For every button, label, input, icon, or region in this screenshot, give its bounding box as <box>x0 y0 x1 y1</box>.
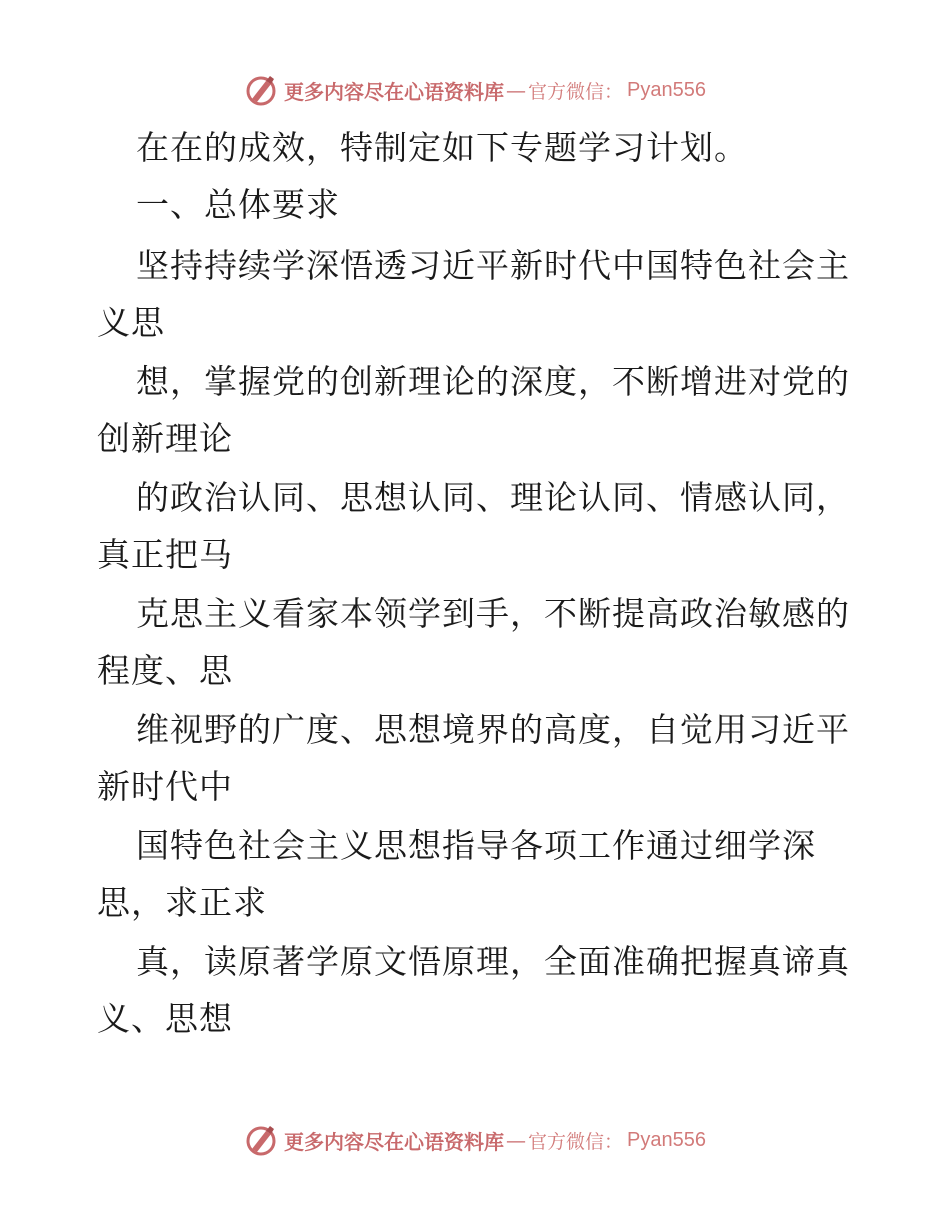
body-line: 维视野的广度、思想境界的高度，自觉用习近平 <box>136 710 850 749</box>
banner-separator: — <box>506 78 526 102</box>
body-line: 在在的成效，特制定如下专题学习计划。 <box>136 128 748 167</box>
section-heading: 一、总体要求 <box>136 185 340 224</box>
banner-wechat-id: Pyan556 <box>627 78 706 101</box>
banner-brand-text: 更多内容尽在心语资料库 <box>284 79 504 104</box>
banner-separator: — <box>506 1128 526 1152</box>
header-banner <box>0 70 950 110</box>
pen-logo-icon <box>244 73 278 107</box>
body-line: 义、思想 <box>97 999 233 1038</box>
body-line: 义思 <box>97 303 165 342</box>
body-line: 程度、思 <box>97 651 233 690</box>
banner-wechat-id: Pyan556 <box>627 1128 706 1151</box>
body-line: 新时代中 <box>97 767 233 806</box>
body-line: 坚持持续学深悟透习近平新时代中国特色社会主 <box>136 246 850 285</box>
pen-logo-icon <box>244 1123 278 1157</box>
body-line: 思，求正求 <box>97 883 267 922</box>
body-line: 克思主义看家本领学到手，不断提高政治敏感的 <box>136 594 850 633</box>
footer-banner <box>0 1120 950 1160</box>
banner-sub-text: 官方微信： <box>528 80 624 103</box>
banner-sub-text: 官方微信： <box>528 1130 624 1153</box>
body-line: 的政治认同、思想认同、理论认同、情感认同， <box>136 478 850 517</box>
body-line: 想，掌握党的创新理论的深度，不断增进对党的 <box>136 362 850 401</box>
body-line: 创新理论 <box>97 419 233 458</box>
body-line: 国特色社会主义思想指导各项工作通过细学深 <box>136 826 816 865</box>
banner-brand-text: 更多内容尽在心语资料库 <box>284 1129 504 1154</box>
body-line: 真正把马 <box>97 535 233 574</box>
body-line: 真，读原著学原文悟原理，全面准确把握真谛真 <box>136 942 850 981</box>
